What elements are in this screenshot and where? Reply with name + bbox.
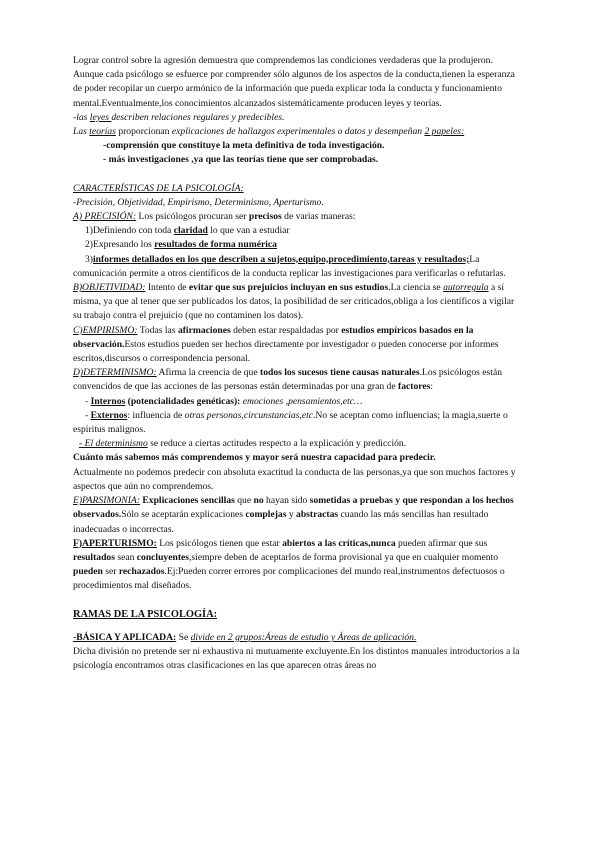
precision-item-2-b: resultados de forma numérica — [154, 239, 277, 251]
parsimonia-text-3: no — [253, 495, 264, 507]
objetividad-text-4: autorregula — [443, 282, 489, 294]
precision-heading: A) PRECISIÓN: — [73, 211, 137, 223]
aperturismo-text-8: pueden — [73, 566, 103, 578]
parsimonia-paragraph — [73, 494, 523, 537]
teorias-definition: explicaciones de hallazgos experimentales o datos y desempeñan — [171, 126, 425, 138]
determinismo-text-3: .Los psicólogos están convencidos de que las acciones de las personas están determinadas por una gran de — [73, 367, 502, 393]
determinismo-actualmente: Actualmente no podemos predecir con absoluta exactitud la conducta de las personas,ya que son muchos factores y aspectos que aún no comprendemos. — [73, 466, 516, 492]
basica-aplicada-text-2: divide en 2 grupos:Áreas de estudio y Áreas de aplicación. — [190, 631, 417, 643]
teorias-papeles: 2 papeles: — [424, 126, 465, 138]
papel-bullet-1: -comprensión que constituye la meta definitiva de toda investigación. — [103, 140, 385, 152]
internos-desc: (potencialidades genéticas): — [125, 395, 241, 407]
precision-text-2: precisos — [248, 211, 282, 223]
objetividad-paragraph — [73, 281, 523, 324]
externos-text-2: .No se aceptan como influencias; la magia,suerte o espíritus malignos. — [73, 409, 508, 436]
determinismo-internos — [73, 395, 523, 409]
externos-text-1: : influencia de — [127, 409, 185, 421]
precision-item-1-b: claridad — [173, 225, 208, 237]
aperturismo-text-7: ,siempre deben de aceptarlos de forma provisional ya que en cualquier momento — [189, 551, 499, 563]
precision-item-2-a: 2)Expresando los — [85, 239, 155, 251]
parsimonia-text-1: Explicaciones sencillas — [139, 495, 235, 507]
parsimonia-text-7: complejas — [245, 509, 287, 521]
aperturismo-paragraph — [73, 537, 523, 594]
basica-aplicada-heading: -BÁSICA Y APLICADA: — [73, 631, 177, 643]
caracteristicas-title: CARACTERÍSTICAS DE LA PSICOLOGÍA: — [73, 182, 244, 194]
internos-dash: - — [85, 395, 91, 407]
precision-item-3-b: informes detallados en los que describen a sujetos,equipo,procedimiento,tareas y resultados; — [93, 253, 470, 265]
empirismo-text-3: deben estar respaldadas por — [230, 324, 342, 336]
parsimonia-text-10: cuando las más sencillas han resultado inadecuadas o incorrectas. — [73, 509, 489, 535]
determinismo-heading: D)DETERMINISMO: — [73, 367, 157, 379]
parsimonia-text-8: y — [286, 509, 297, 521]
externos-dash: - — [85, 409, 91, 421]
precision-item-3-a: 3) — [85, 253, 93, 265]
precision-item-1-c: lo que van a estudiar — [207, 225, 290, 237]
leyes-line — [73, 111, 523, 125]
leyes-term: leyes — [89, 111, 112, 123]
objetividad-text-3: .La ciencia se — [388, 282, 444, 294]
aperturismo-heading: F)APERTURISMO: — [73, 537, 157, 549]
determinismo-note-term: - El determinismo — [79, 438, 148, 450]
parsimonia-text-4: hayan sido — [263, 495, 310, 507]
determinismo-paragraph — [73, 366, 523, 394]
precision-item-1-a: 1)Definiendo con toda — [85, 225, 174, 237]
aperturismo-text-10: rechazados — [118, 566, 165, 578]
objetividad-text-5: a sí misma, ya que al tener que ser publicados los datos, la posibilidad de ser criticados,obliga a los científicos a vigilar su trabajo contra el prejuicio (que no contaminen los datos). — [73, 282, 515, 322]
precision-paragraph — [73, 210, 523, 224]
intro-paragraph-2: Aunque cada psicólogo se esfuerce por comprender sólo algunos de los aspectos de la conducta,tienen la esperanza de poder recopilar un cuerpo armónico de la información que pueda explicar toda la conducta y funcionamiento mental.Eventualmente,los conocimientos alcanzados sistemáticamente producen leyes y teorías. — [73, 69, 515, 109]
leyes-definition: relaciones regulares y predecibles. — [151, 111, 285, 123]
leyes-verb: describen — [111, 111, 152, 123]
basica-aplicada-text-1: Se — [176, 631, 191, 643]
objetividad-heading: B)OBJETIVIDAD: — [73, 282, 146, 294]
leyes-prefix: -las — [73, 111, 90, 123]
aperturismo-text-3: pueden afirmar que sus — [395, 537, 488, 549]
determinismo-note-text: se reduce a ciertas actitudes respecto a la explicación y predicción. — [147, 438, 407, 450]
precision-text-1: Los psicólogos procuran ser — [136, 211, 249, 223]
aperturismo-text-4: resultados — [73, 551, 115, 563]
empirismo-text-1: Todas las — [137, 324, 178, 336]
parsimonia-text-2: que — [234, 495, 254, 507]
aperturismo-text-5: sean — [114, 551, 137, 563]
intro-paragraph-1: Lograr control sobre la agresión demuestra que comprendemos las condiciones verdaderas que la produjeron. — [73, 55, 493, 66]
parsimonia-heading: E)PARSIMONIA: — [73, 495, 140, 507]
caracteristicas-list: -Precisión, Objetividad, Empirismo, Determinismo, Aperturismo. — [73, 196, 324, 208]
aperturismo-text-9: ser — [102, 566, 119, 578]
ramas-division-paragraph: Dicha división no pretende ser ni exhaustiva ni mutuamente excluyente.En los distintos manuales introductorios a la psicología encontramos otras clasificaciones en las que aparecen otras áreas no — [73, 645, 520, 672]
teorias-prefix: Las — [73, 126, 90, 138]
parsimonia-text-5: sometidas a pruebas y que respondan a los hechos observados. — [73, 495, 514, 521]
internos-term: Internos — [90, 395, 126, 407]
document-page — [73, 54, 523, 673]
precision-text-3: de varias maneras: — [281, 211, 356, 223]
empirismo-heading: C)EMPIRISMO: — [73, 324, 138, 336]
objetividad-text-2: evitar que sus prejuicios incluyan en sus estudios — [188, 282, 389, 294]
empirismo-text-4: estudios empíricos basados en la observación. — [73, 324, 474, 350]
determinismo-text-1: Afirma la creencia de que — [156, 367, 261, 379]
aperturismo-text-11: .Ej:Pueden correr errores por complicaciones del mundo real,instrumentos defectuosos o procedimientos mal diseñados. — [73, 566, 505, 592]
precision-item-3 — [73, 253, 523, 281]
teorias-verb: proporcionan — [115, 126, 172, 138]
aperturismo-text-2: abiertos a las críticas,nunca — [282, 537, 396, 549]
determinismo-text-2: todos los sucesos tiene causas naturales — [260, 367, 420, 379]
aperturismo-text-6: concluyentes — [136, 551, 190, 563]
empirismo-paragraph — [73, 324, 523, 367]
aperturismo-text-1: Los psicólogos tienen que estar — [156, 537, 283, 549]
externos-term: Externos — [90, 409, 128, 421]
determinismo-statement: Cuánto más sabemos más comprendemos y mayor será nuestra capacidad para predecir. — [73, 452, 436, 464]
precision-item-1 — [73, 224, 523, 238]
determinismo-text-4: factores — [398, 381, 431, 393]
precision-item-2 — [73, 238, 523, 252]
teorias-line — [73, 125, 523, 139]
internos-examples: emociones ,pensamientos,etc… — [240, 395, 363, 407]
precision-item-3-c: La comunicación permite a otros científicos de la conducta replicar las investigaciones para verificarlas o refutarlas. — [73, 253, 506, 279]
empirismo-text-2: afirmaciones — [177, 324, 231, 336]
ramas-title: RAMAS DE LA PSICOLOGÍA: — [73, 608, 218, 620]
parsimonia-text-9: abstractas — [296, 509, 339, 521]
determinismo-text-5: : — [430, 381, 434, 393]
determinismo-externos — [73, 409, 523, 437]
papel-bullet-2: - más investigaciones ,ya que las teorías tiene que ser comprobadas. — [103, 154, 379, 166]
basica-aplicada-paragraph — [73, 631, 523, 645]
parsimonia-text-6: Sólo se aceptarán explicaciones — [121, 509, 246, 521]
determinismo-note — [73, 437, 523, 451]
objetividad-text-1: Intento de — [145, 282, 189, 294]
externos-examples: otras personas,circunstancias,etc — [184, 409, 314, 421]
teorias-term: teorías — [89, 126, 116, 138]
empirismo-text-5: Estos estudios pueden ser hechos directamente por investigador o pueden conocerse por informes escritos,discursos o correspondencia personal. — [73, 338, 499, 365]
